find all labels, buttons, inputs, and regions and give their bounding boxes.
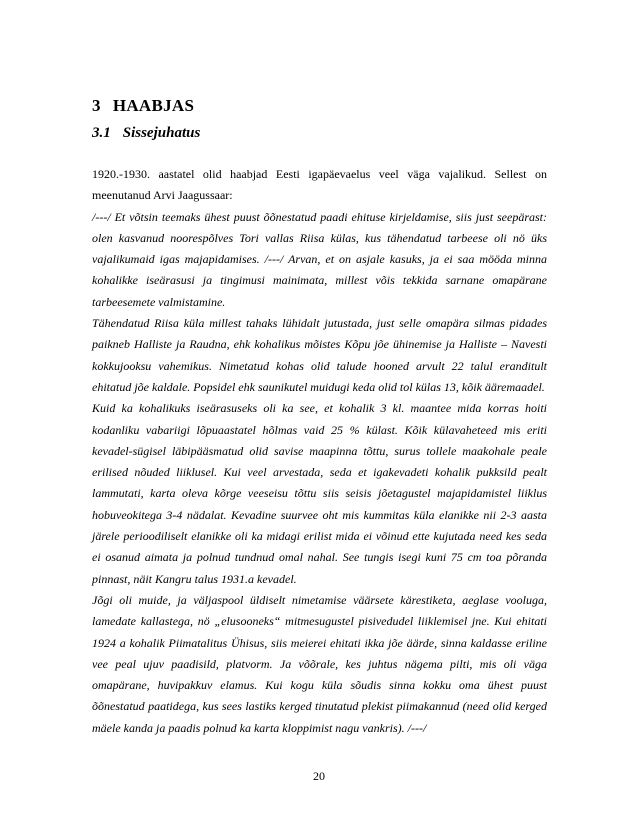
chapter-heading (92, 96, 194, 116)
intro-paragraph: 1920.-1930. aastatel olid haabjad Eesti igapäevaelus veel väga vajalikud. Sellest on meenutanud Arvi Jaagussaar: (92, 167, 547, 203)
section-number: 3.1 (92, 125, 111, 141)
chapter-title: HAABJAS (112, 96, 195, 115)
quote-paragraph: /---/ Et võtsin teemaks ühest puust õõnestatud paadi ehituse kirjeldamise, siis just seepärast: olen kasvanud noorespõlves Tori vallas Riisa külas, kus tähendatud tarbeese oli nö üks vajalikumaid igas majapidamises. /---/ Arvan, et on asjale kasuks, ja ei saa mööda minna kohalikke iseärasusi ja tingimusi mainimata, millest võis tekkida sarnane omapärane tarbeesemete valmistamine. (92, 209, 547, 309)
quote-paragraph: Jõgi oli muide, ja väljaspool üldiselt nimetamise väärsete kärestiketa, aeglase vooluga, lamedate kallastega, nö „elusooneks“ mitmesugustel pisivedudel liiklemisel jne. Kui ehitati 1924 a kohalik Piimatalitus Ühisus, siis meierei ehitati ikka jõe äärde, sinna kaldasse eriline vee peal ujuv paadisild, platvorm. Ja võõrale, kes juhtus nägema pilti, mis oli väga omapärane, huvipakkuv elamus. Kui kogu küla sõudis sinna kokku oma ühest puust õõnestatud paatidega, kus sees lastiks kerged tinutatud plekist piimakannud (need olid kerged mäele kanda ja paadis polnud ka karta kloppimist nagu vankris). /---/ (92, 592, 547, 735)
quote-paragraph: Tähendatud Riisa küla millest tahaks lühidalt jutustada, just selle omapära silmas pidades paikneb Halliste ja Raudna, ehk kohalikus mõistes Kõpu jõe ühinemise ja Halliste – Navesti kokkujooksu vahemikus. Nimetatud kohas olid talude hooned arvult 22 talul eranditult ehitatud jõe kaldale. Popsidel ehk saunikutel muidugi keda olid tol külas 13, kõik ääremaadel. (92, 316, 547, 394)
section-title: Sissejuhatus (122, 125, 201, 141)
section-heading (92, 125, 200, 142)
quote-paragraph: Kuid ka kohalikuks iseärasuseks oli ka see, et kohalik 3 kl. maantee mida korras hoiti kodanliku vabariigi lõpuaastatel hõlmas vaid 25 % külast. Kõik külavaheteed mis eriti kevadel-sügisel läbipääsmatud olid savise maapinna tõttu, surus tollele maakohale peale erilised nõuded liiklusel. Kui veel arvestada, seda et igakevadeti kohalik pukksild pealt lammutati, karta oleva kõrge veeseisu tõttu siis seisis jõetagustel majapidamistel liiklus hobuveokitega 3-4 nädalat. Kevadine suurvee oht mis kummitas küla elanikke nii 2-3 aasta järele perioodiliselt elanikke oli ka midagi erilist mida ei võinud ette kujutada need kes seda ei osanud aimata ja polnud tundnud omal nahal. See tungis isegi kuni 75 cm toa põranda pinnast, näit Kangru talus 1931.a kevadel. (92, 401, 547, 586)
body-text (92, 164, 547, 739)
chapter-number: 3 (92, 96, 101, 115)
page-number: 20 (313, 769, 325, 783)
